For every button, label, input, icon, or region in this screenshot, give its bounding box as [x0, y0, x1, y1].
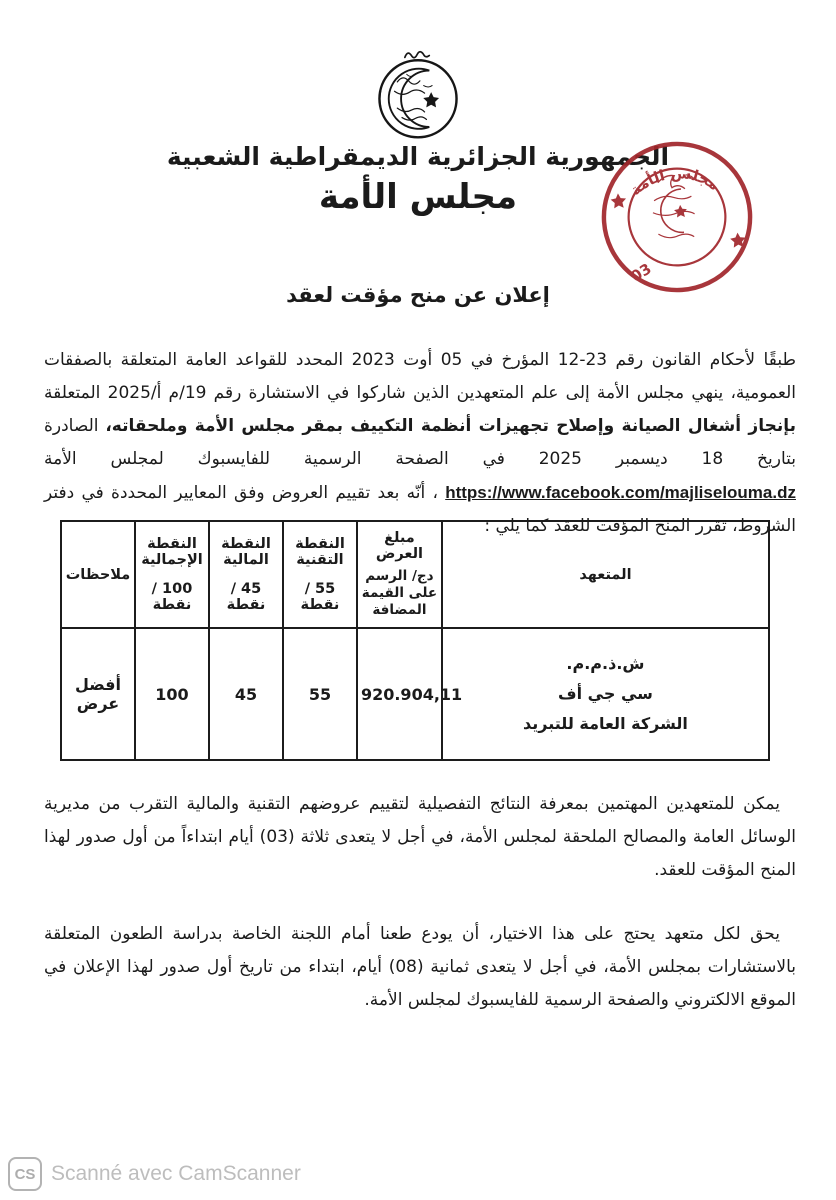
algeria-emblem-icon [366, 48, 470, 142]
total-score-cell: 100 [135, 628, 209, 760]
contractor-cell [442, 628, 769, 760]
col-header-total-score [135, 521, 209, 628]
total-score-max: / 100 نقطة [151, 580, 193, 613]
remarks-label: ملاحظات [65, 566, 131, 583]
intro-text-1: طبقًا لأحكام القانون رقم 23-12 المؤرخ في 05 أوت 2023 المحدد للقواعد العامة المتعلقة بالصفقات العمومية، ينهي مجلس الأمة إلى علم المتعهدين الذين شاركوا في الاستشارة رقم 19/م أ/2025 المتعلقة [44, 350, 797, 403]
contractor-legal-form: ش.ذ.م.م. [566, 654, 645, 673]
stamp-left-star-icon [610, 193, 626, 209]
emblem-star-icon [423, 92, 439, 107]
technical-score-label: النقطة التقنية [295, 536, 345, 569]
results-info-paragraph: يمكن للمتعهدين المهتمين بمعرفة النتائج التفصيلية لتقييم عروضهم التقنية والمالية التقرب من مديرية الوسائل العامة والمصالح الملحقة لمجلس الأمة، في أجل لا يتعدى ثلاثة (03) أيام ابتداءاً من أول صدور لهذا المنح المؤقت للعقد. [44, 794, 797, 880]
table-row [61, 628, 769, 760]
council-title: مجلس الأمة [318, 177, 518, 217]
stamp-number: 03 [628, 260, 655, 286]
svg-text:مجلس الأمة [626, 161, 723, 199]
offer-amount-cell: 920.904,11 [357, 628, 442, 760]
col-header-technical-score [283, 521, 357, 628]
offer-amount-label: مبلغ العرض [375, 530, 423, 562]
col-header-offer-amount [357, 521, 442, 628]
technical-score-max: / 55 نقطة [300, 580, 340, 613]
col-header-contractor [442, 521, 769, 628]
appeal-info-paragraph: يحق لكل متعهد يحتج على هذا الاختيار، أن يودع طعنا أمام اللجنة الخاصة بدراسة الطعون المتعلقة بالاستشارات بمجلس الأمة، في أجل لا يتعدى ثمانية (08) أيام، ابتداء من تاريخ أول صدور لهذا الإعلان في الموقع الالكتروني والصفحة الرسمية للفايسبوك لمجلس الأمة. [44, 924, 796, 1010]
intro-text-2: الصادرة بتاريخ 18 ديسمبر 2025 في الصفحة الرسمية للفايسبوك لمجلس الأمة [44, 416, 796, 469]
remark-cell: أفضل عرض [61, 628, 135, 760]
camscanner-badge-icon: CS [8, 1157, 42, 1191]
financial-score-max: / 45 نقطة [226, 580, 266, 613]
contractor-name: سي جي أف [558, 684, 653, 703]
col-header-remarks [61, 521, 135, 628]
facebook-page-link[interactable]: https://www.facebook.com/majliselouma.dz [445, 483, 796, 502]
table-header-row [61, 521, 769, 628]
stamp-top-text: مجلس الأمة [627, 164, 722, 200]
col-header-contractor-label: المتعهد [579, 566, 632, 583]
works-description-bold: بإنجاز أشغال الصيانة وإصلاح تجهيزات أنظمة التكييف بمقر مجلس الأمة وملحقاته، [105, 416, 796, 436]
offer-amount-sublabel: دج/ الرسم على القيمة المضافة [361, 568, 438, 618]
camscanner-watermark [8, 1157, 301, 1191]
republic-title: الجمهورية الجزائرية الديمقراطية الشعبية [166, 142, 670, 171]
council-stamp [593, 133, 762, 302]
intro-paragraph [44, 344, 796, 543]
col-header-financial-score [209, 521, 283, 628]
camscanner-watermark-text: Scanné avec CamScanner [51, 1162, 301, 1185]
technical-score-cell: 55 [283, 628, 357, 760]
total-score-label: النقطة الإجمالية [141, 536, 203, 569]
evaluation-table [60, 520, 770, 761]
financial-score-label: النقطة المالية [221, 536, 271, 569]
page-title: إعلان عن منح مؤقت لعقد [286, 283, 550, 307]
financial-score-cell: 45 [209, 628, 283, 760]
contractor-full-name: الشركة العامة للتبريد [523, 714, 688, 733]
intro-text-3: ، أنّه بعد تقييم العروض وفق المعايير المحددة في دفتر الشروط، تقرر المنح المؤقت للعقد كما يلي : [44, 483, 796, 536]
